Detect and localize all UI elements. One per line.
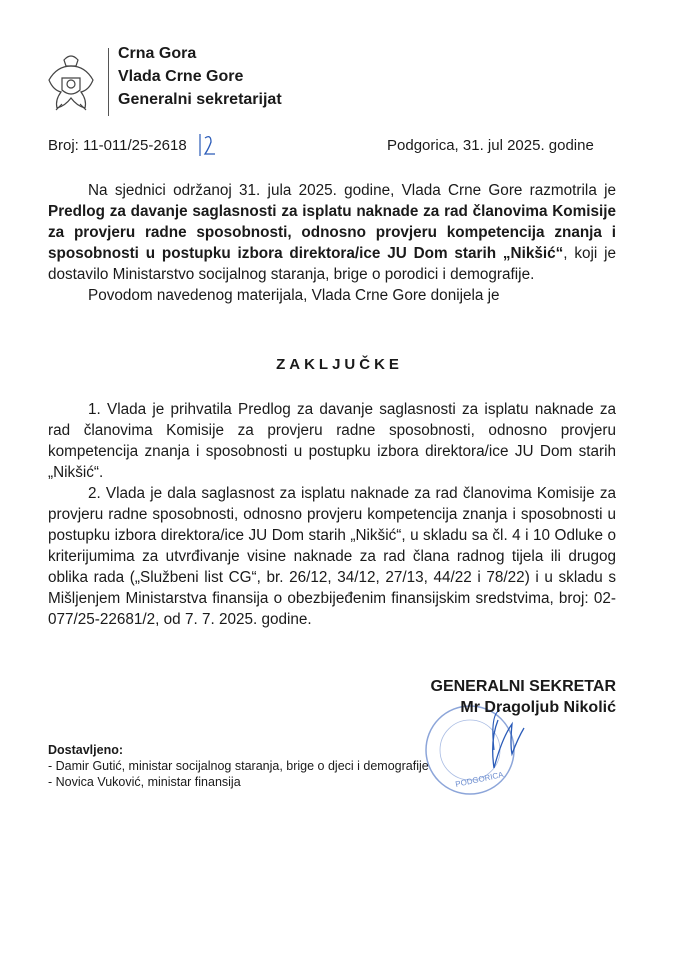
government-name: Vlada Crne Gore bbox=[118, 68, 244, 85]
proposal-title: Predlog za davanje saglasnosti za isplatu naknade za rad članovima Komisije za provjeru radne sposobnosti, odnosno provjeru kompetencija znanja i sposobnosti u postupku izbora direktora/ice JU Dom starih „Nikšić“ bbox=[48, 203, 616, 262]
office-name: Generalni sekretarijat bbox=[118, 91, 282, 108]
signature-block bbox=[380, 676, 616, 718]
signatory-name: Mr Dragoljub Nikolić bbox=[460, 699, 616, 716]
stamp-text: PODGORICA bbox=[454, 770, 505, 789]
signatory-title: GENERALNI SEKRETAR bbox=[430, 678, 616, 695]
distribution-list bbox=[48, 742, 429, 790]
intro-paragraph bbox=[48, 180, 616, 285]
place-and-date: Podgorica, 31. jul 2025. godine bbox=[387, 137, 594, 154]
country-name: Crna Gora bbox=[118, 45, 197, 62]
intro-text-end: , koji je dostavilo Ministarstvo socijalnog staranja, brige o porodici i demografije. bbox=[48, 245, 616, 283]
issuer-header bbox=[118, 42, 282, 111]
intro-text: Na sjednici održanoj 31. jula 2025. godine, Vlada Crne Gore razmotrila je bbox=[88, 182, 616, 199]
coat-of-arms-emblem bbox=[46, 52, 96, 118]
header-divider bbox=[108, 48, 109, 116]
decision-intro: Povodom navedenog materijala, Vlada Crne Gore donijela je bbox=[88, 287, 500, 304]
reference-number: Broj: 11-011/25-2618 bbox=[48, 137, 187, 154]
handwritten-suffix bbox=[198, 132, 220, 158]
distribution-item: - Damir Gutić, ministar socijalnog staranja, brige o djeci i demografije bbox=[48, 759, 429, 773]
conclusion-1: 1. Vlada je prihvatila Predlog za davanje saglasnosti za isplatu naknade za rad članovima Komisije za provjeru radne sposobnosti, odnosno provjeru kompetencija znanja i sposobnosti u postupku izbora direktora/ice JU Dom starih „Nikšić“. bbox=[48, 401, 616, 481]
conclusion-2: 2. Vlada je dala saglasnost za isplatu naknade za rad članovima Komisije za provjeru radne sposobnosti, odnosno provjeru kompetencija znanja i sposobnosti u postupku izbora direktora/ice JU Dom starih „Nikšić“, u skladu sa čl. 4 i 10 Odluke o kriterijumima za utvrđivanje visine naknade za rad člana radnog tijela ili drugog oblika rada („Službeni list CG“, br. 26/12, 34/12, 27/13, 44/22 i 78/22) i u skladu s Mišljenjem Ministarstva finansija o obezbijeđenim finansijskim sredstvima, broj: 02-077/25-22681/2, od 7. 7. 2025. godine. bbox=[48, 485, 616, 628]
distribution-label: Dostavljeno: bbox=[48, 743, 124, 757]
conclusions-heading: ZAKLJUČKE bbox=[276, 356, 403, 373]
distribution-item: - Novica Vuković, ministar finansija bbox=[48, 775, 241, 789]
